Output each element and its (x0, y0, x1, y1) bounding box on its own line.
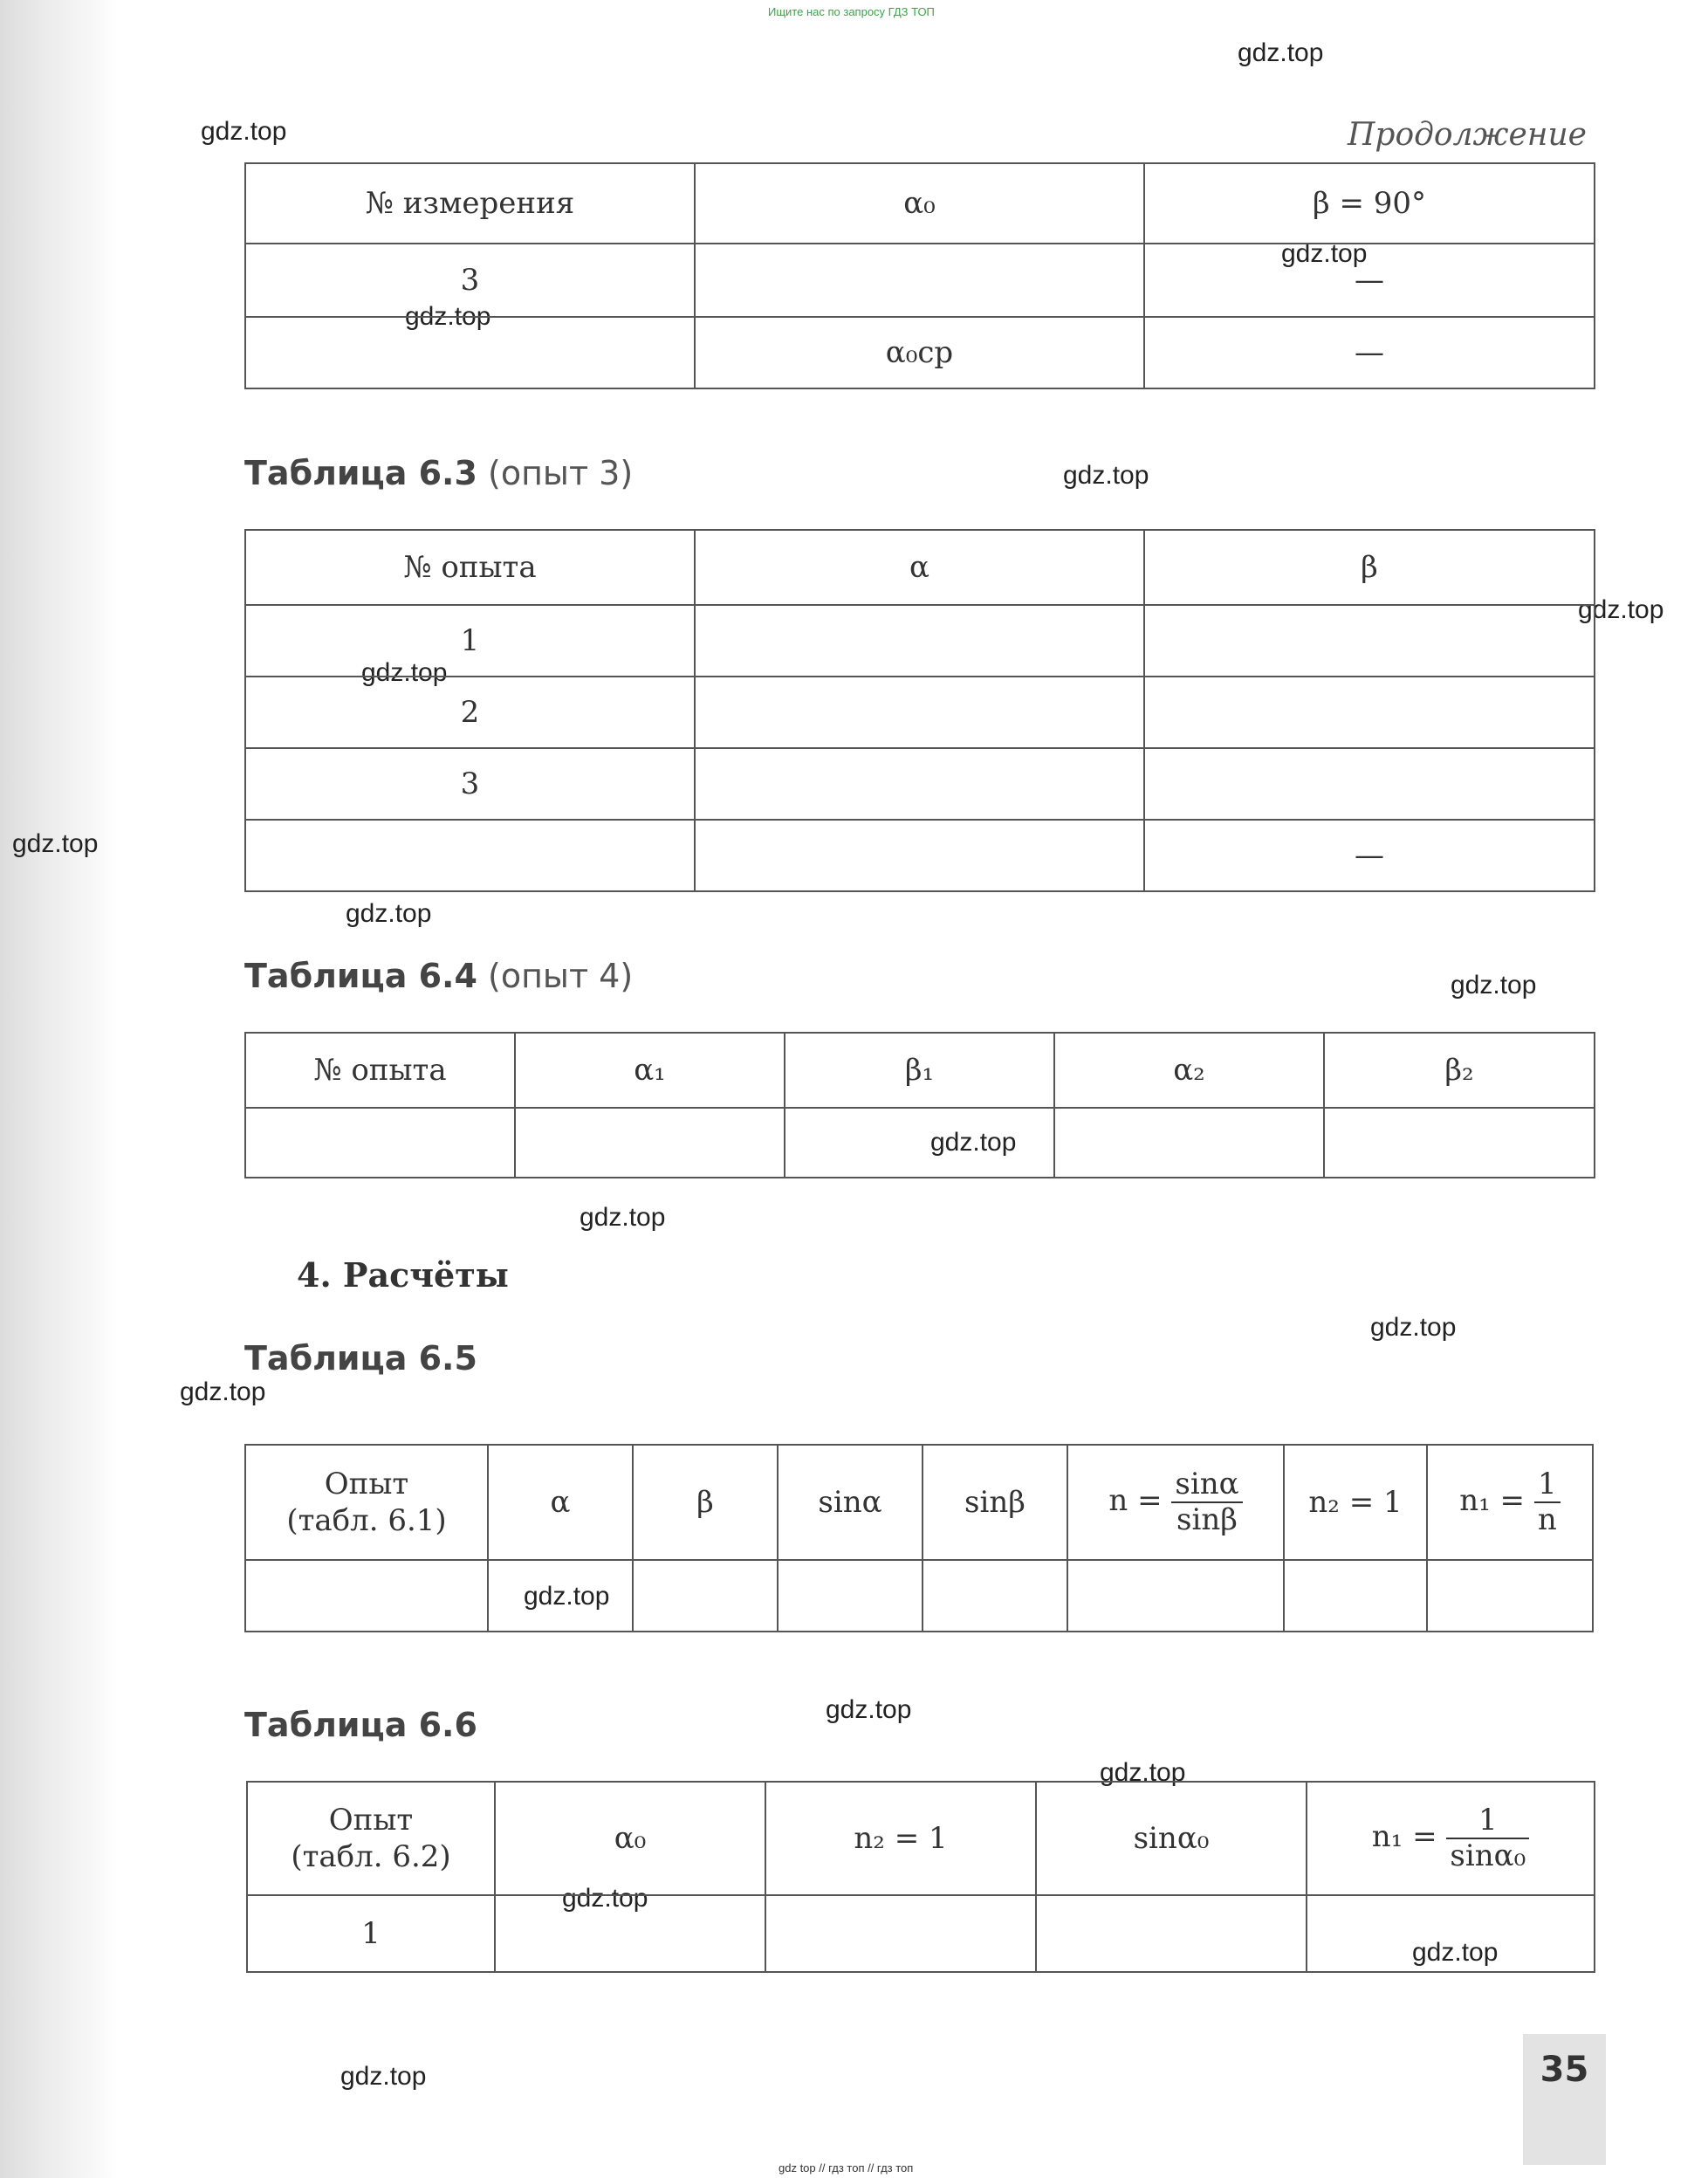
table-6-6-title (244, 1706, 477, 1744)
watermark: gdz.top (1578, 595, 1664, 624)
formula-lhs: n₁ = (1371, 1819, 1437, 1854)
header-cell: β₂ (1324, 1033, 1595, 1108)
watermark: gdz.top (1063, 461, 1149, 490)
table-6-5 (244, 1444, 1594, 1632)
watermark: gdz.top (930, 1128, 1017, 1157)
table-row (245, 244, 1595, 317)
header-cell: α₀ (695, 163, 1144, 244)
header-line: Опыт (328, 1802, 414, 1838)
header-cell: β = 90° (1144, 163, 1595, 244)
cell (695, 820, 1144, 891)
watermark: gdz.top (580, 1203, 666, 1232)
cell: α₀ср (695, 317, 1144, 388)
header-cell: sinα₀ (1036, 1782, 1307, 1895)
table-header-row (245, 530, 1595, 605)
header-cell (245, 1445, 488, 1560)
fraction-numerator: 1 (1446, 1804, 1529, 1839)
watermark: gdz.top (524, 1582, 610, 1611)
watermark: gdz.top (12, 829, 99, 858)
section-title: 4. Расчёты (297, 1255, 509, 1295)
table-6-4 (244, 1032, 1595, 1178)
fraction-numerator: 1 (1534, 1467, 1561, 1503)
cell (1036, 1895, 1307, 1972)
watermark: gdz.top (1370, 1313, 1457, 1342)
header-cell: α₀ (495, 1782, 765, 1895)
cell (923, 1560, 1067, 1632)
cell (245, 1560, 488, 1632)
watermark: gdz.top (361, 658, 448, 687)
cell: 3 (245, 244, 695, 317)
cell (1144, 605, 1595, 677)
cell (1307, 1895, 1595, 1972)
watermark: gdz.top (826, 1695, 912, 1724)
cell: — (1144, 244, 1595, 317)
fraction (1446, 1804, 1529, 1873)
watermark: gdz.top (201, 117, 287, 146)
table-6-5-title (244, 1339, 477, 1378)
continuation-label: Продолжение (1348, 117, 1587, 153)
cell (1067, 1560, 1284, 1632)
table-title: Таблица 6.6 (244, 1706, 477, 1744)
page-number: 35 (1523, 2034, 1606, 2165)
cell (515, 1108, 785, 1178)
cell: 1 (247, 1895, 495, 1972)
top-banner: Ищите нас по запросу ГДЗ ТОП (768, 5, 935, 18)
table-row (245, 1108, 1595, 1178)
table-row (247, 1895, 1595, 1972)
watermark: gdz.top (346, 899, 432, 928)
cell (1284, 1560, 1427, 1632)
formula-lhs: n₁ = (1459, 1483, 1526, 1518)
table-6-4-title (244, 957, 633, 995)
fraction-numerator: sinα (1171, 1467, 1242, 1503)
cell (245, 1108, 515, 1178)
cell: 3 (245, 748, 695, 820)
header-cell: β₁ (785, 1033, 1054, 1108)
header-cell: № измерения (245, 163, 695, 244)
header-cell: sinα (778, 1445, 923, 1560)
cell (695, 244, 1144, 317)
cell (695, 748, 1144, 820)
header-line: (табл. 6.1) (286, 1503, 447, 1538)
table-row (245, 820, 1595, 891)
header-line: (табл. 6.2) (291, 1839, 451, 1874)
header-cell: α₁ (515, 1033, 785, 1108)
watermark: gdz.top (1100, 1758, 1186, 1787)
table-title: Таблица 6.3 (244, 454, 477, 492)
cell (633, 1560, 778, 1632)
header-line: Опыт (324, 1466, 409, 1501)
cell (695, 677, 1144, 748)
table-header-row (245, 1033, 1595, 1108)
header-cell: n₂ = 1 (1284, 1445, 1427, 1560)
watermark: gdz.top (1238, 38, 1324, 67)
header-cell: № опыта (245, 1033, 515, 1108)
header-cell (247, 1782, 495, 1895)
table-6-3-title (244, 454, 633, 492)
table-row (245, 748, 1595, 820)
table-row (245, 1560, 1593, 1632)
header-cell: sinβ (923, 1445, 1067, 1560)
cell (245, 820, 695, 891)
fraction (1171, 1467, 1242, 1537)
header-cell: α₂ (1054, 1033, 1324, 1108)
header-cell: α (695, 530, 1144, 605)
table-title: Таблица 6.5 (244, 1339, 477, 1378)
fraction (1534, 1467, 1561, 1537)
cell (765, 1895, 1036, 1972)
cell (495, 1895, 765, 1972)
cell (1054, 1108, 1324, 1178)
watermark: gdz.top (180, 1378, 266, 1406)
cell: — (1144, 820, 1595, 891)
cell (1427, 1560, 1593, 1632)
watermark: gdz.top (562, 1884, 648, 1913)
table-continued (244, 162, 1595, 389)
fraction-denominator: sinα₀ (1450, 1838, 1526, 1873)
cell (695, 605, 1144, 677)
table-header-row (245, 163, 1595, 244)
cell: 2 (245, 677, 695, 748)
bottom-banner: gdz top // гдз топ // гдз топ (779, 2161, 914, 2175)
cell (785, 1108, 1054, 1178)
header-cell: β (633, 1445, 778, 1560)
header-cell: № опыта (245, 530, 695, 605)
fraction-denominator: sinβ (1176, 1502, 1238, 1537)
cell (245, 317, 695, 388)
table-row (245, 677, 1595, 748)
header-cell (1067, 1445, 1284, 1560)
cell (778, 1560, 923, 1632)
header-cell: α (488, 1445, 633, 1560)
table-header-row (247, 1782, 1595, 1895)
cell: 1 (245, 605, 695, 677)
table-row (245, 317, 1595, 388)
watermark: gdz.top (1281, 239, 1368, 268)
header-cell (1307, 1782, 1595, 1895)
formula-lhs: n = (1108, 1483, 1163, 1518)
cell (488, 1560, 633, 1632)
cell (1144, 748, 1595, 820)
watermark: gdz.top (1412, 1938, 1499, 1967)
table-subtitle: (опыт 4) (488, 957, 634, 995)
cell (1324, 1108, 1595, 1178)
header-cell (1427, 1445, 1593, 1560)
table-6-6 (246, 1781, 1595, 1973)
table-subtitle: (опыт 3) (488, 454, 634, 492)
cell (1144, 677, 1595, 748)
watermark: gdz.top (1451, 971, 1537, 1000)
fraction-denominator: n (1537, 1502, 1557, 1537)
header-cell: n₂ = 1 (765, 1782, 1036, 1895)
page-binding-shadow (0, 0, 118, 2178)
table-title: Таблица 6.4 (244, 957, 477, 995)
watermark: gdz.top (340, 2062, 427, 2091)
table-6-3 (244, 529, 1595, 892)
table-row (245, 605, 1595, 677)
watermark: gdz.top (405, 302, 491, 331)
header-cell: β (1144, 530, 1595, 605)
cell: — (1144, 317, 1595, 388)
table-header-row (245, 1445, 1593, 1560)
